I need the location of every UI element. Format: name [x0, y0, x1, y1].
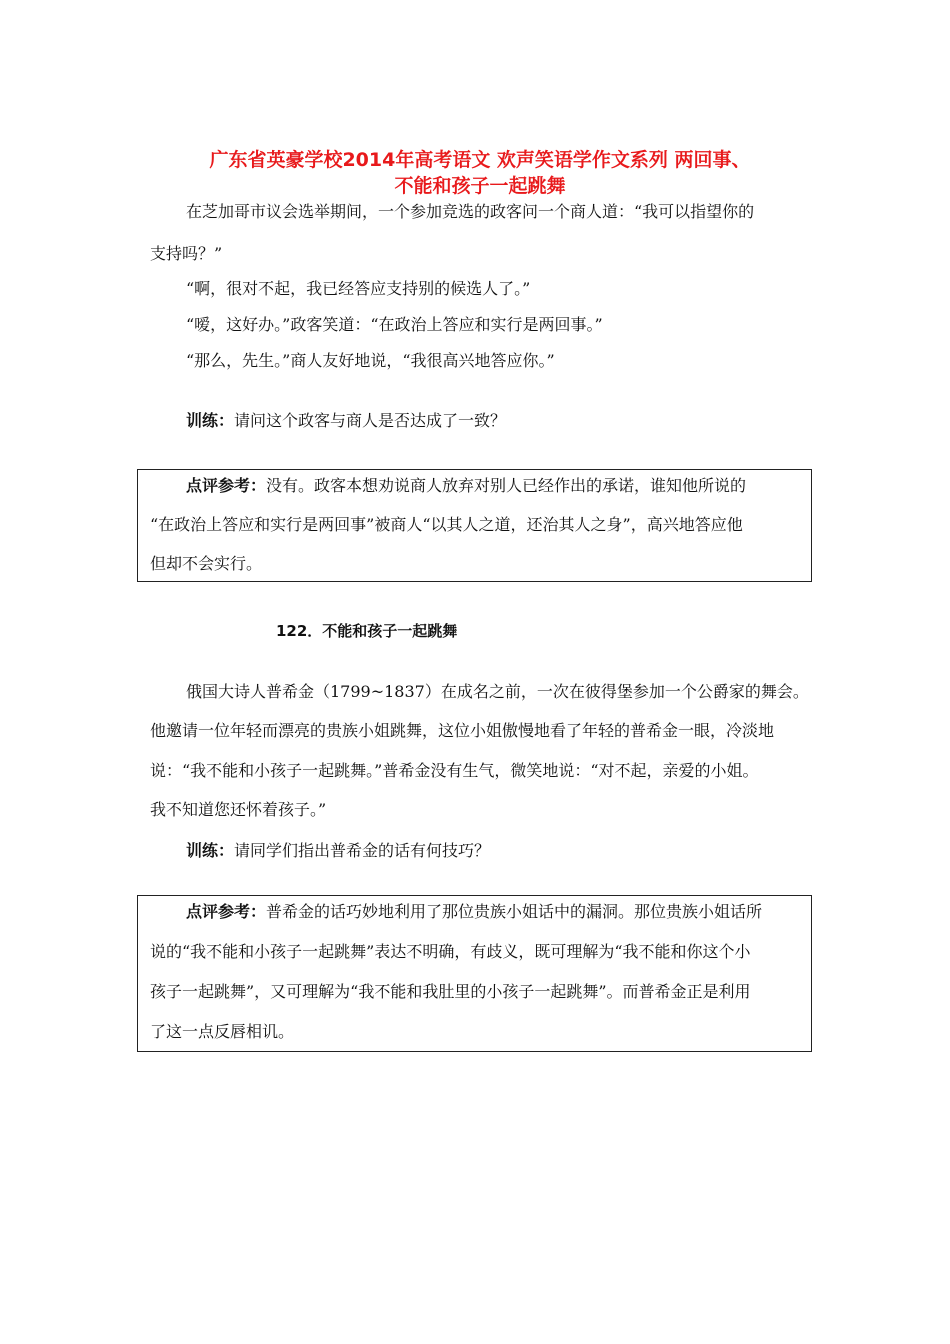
- story1-paragraph-2: “啊，很对不起，我已经答应支持别的候选人了。”: [186, 279, 531, 298]
- story1-comment-label: 点评参考：: [186, 476, 267, 495]
- story1-paragraph-1-line-2: 支持吗？”: [150, 244, 223, 263]
- story1-comment-line-1: [186, 475, 746, 497]
- story1-comment-line-3: 但却不会实行。: [150, 554, 263, 573]
- story2-heading: 122．不能和孩子一起跳舞: [276, 622, 458, 640]
- story1-comment-box: [137, 469, 812, 582]
- story2-training: [186, 840, 490, 862]
- story2-comment-box: [137, 895, 812, 1052]
- story1-training: [186, 410, 506, 432]
- story1-training-text: 请问这个政客与商人是否达成了一致？: [234, 411, 507, 430]
- story2-paragraph-line-1: 俄国大诗人普希金（1799~1837）在成名之前，一次在彼得堡参加一个公爵家的舞会。: [186, 682, 809, 701]
- story1-comment-line-2: “在政治上答应和实行是两回事”被商人“以其人之道，还治其人之身”，高兴地答应他: [150, 515, 743, 534]
- story1-paragraph-1-line-1: 在芝加哥市议会选举期间，一个参加竞选的政客问一个商人道：“我可以指望你的: [186, 202, 755, 221]
- story2-training-text: 请同学们指出普希金的话有何技巧？: [234, 841, 491, 860]
- story2-comment-text-1: 普希金的话巧妙地利用了那位贵族小姐话中的漏洞。那位贵族小姐话所: [266, 902, 763, 921]
- story1-comment-text-1: 没有。政客本想劝说商人放弃对别人已经作出的承诺，谁知他所说的: [266, 476, 747, 495]
- story1-paragraph-3: “嗳，这好办。”政客笑道：“在政治上答应和实行是两回事。”: [186, 315, 603, 334]
- document-title-line-1: 广东省英豪学校2014年高考语文 欢声笑语学作文系列 两回事、: [209, 149, 751, 171]
- document-title-line-2: 不能和孩子一起跳舞: [394, 175, 566, 197]
- story2-paragraph-line-2: 他邀请一位年轻而漂亮的贵族小姐跳舞，这位小姐傲慢地看了年轻的普希金一眼，冷淡地: [150, 721, 775, 740]
- story2-comment-label: 点评参考：: [186, 902, 267, 921]
- story1-training-label: 训练：: [186, 411, 235, 430]
- story2-comment-line-1: [186, 901, 762, 923]
- story2-comment-line-3: 孩子一起跳舞”，又可理解为“我不能和我肚里的小孩子一起跳舞”。而普希金正是利用: [150, 982, 751, 1001]
- story2-comment-line-2: 说的“我不能和小孩子一起跳舞”表达不明确，有歧义，既可理解为“我不能和你这个小: [150, 942, 751, 961]
- story2-training-label: 训练：: [186, 841, 235, 860]
- story2-comment-line-4: 了这一点反唇相讥。: [150, 1022, 295, 1041]
- story2-paragraph-line-4: 我不知道您还怀着孩子。”: [150, 800, 327, 819]
- story1-paragraph-4: “那么，先生。”商人友好地说，“我很高兴地答应你。”: [186, 351, 555, 370]
- story2-paragraph-line-3: 说：“我不能和小孩子一起跳舞。”普希金没有生气，微笑地说：“对不起，亲爱的小姐。: [150, 761, 759, 780]
